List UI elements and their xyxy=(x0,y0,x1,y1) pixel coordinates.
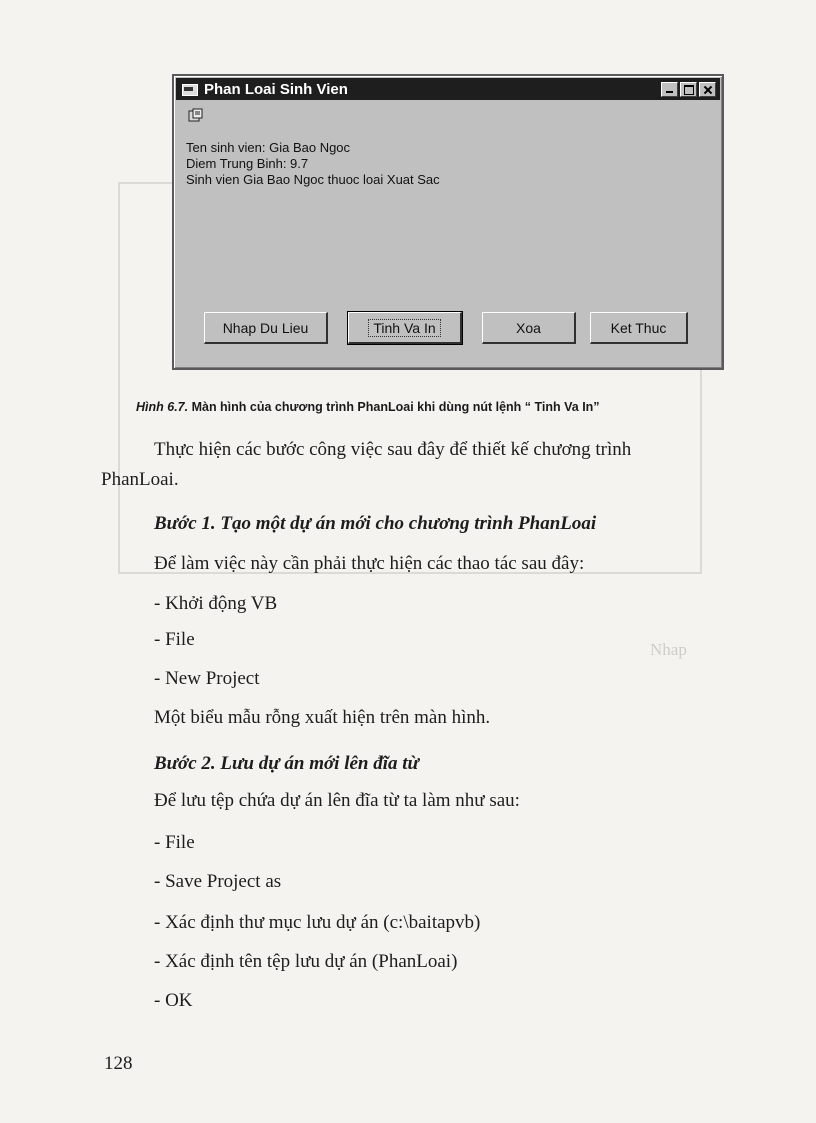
minimize-icon[interactable] xyxy=(661,82,678,97)
ket-thuc-label: Ket Thuc xyxy=(610,319,667,336)
step1-result: Một biểu mẫu rỗng xuất hiện trên màn hình. xyxy=(154,707,491,728)
step1-item: - Khởi động VB xyxy=(154,593,278,614)
step2-item: - OK xyxy=(154,990,193,1011)
step2-item: - Save Project as xyxy=(154,871,282,892)
step1-item: - File xyxy=(154,629,195,650)
step2-item: - File xyxy=(154,832,195,853)
average-score-label: Diem Trung Binh: 9.7 xyxy=(186,156,309,171)
maximize-icon[interactable] xyxy=(680,82,697,97)
ghost-text: Nhap xyxy=(650,640,687,659)
figure-caption xyxy=(136,400,600,414)
xoa-label: Xoa xyxy=(516,319,541,336)
intro-line-2: PhanLoai. xyxy=(101,469,179,490)
window-titlebar xyxy=(176,78,720,100)
nhap-du-lieu-button[interactable] xyxy=(204,312,328,344)
caption-label: Hình 6.7. xyxy=(136,400,189,414)
app-icon xyxy=(182,83,198,95)
nhap-du-lieu-label: Nhap Du Lieu xyxy=(222,319,309,336)
step1-intro: Để làm việc này cần phải thực hiện các thao tác sau đây: xyxy=(154,553,585,574)
xoa-button[interactable] xyxy=(482,312,576,344)
student-name-label: Ten sinh vien: Gia Bao Ngoc xyxy=(186,140,351,155)
close-icon[interactable] xyxy=(699,82,716,97)
step1-heading: Bước 1. Tạo một dự án mới cho chương trình PhanLoai xyxy=(154,513,597,534)
classification-label: Sinh vien Gia Bao Ngoc thuoc loai Xuat Sac xyxy=(186,172,440,187)
step2-item: - Xác định tên tệp lưu dự án (PhanLoai) xyxy=(154,951,458,972)
button-row xyxy=(204,312,704,346)
result-labels xyxy=(186,140,440,188)
tinh-va-in-button[interactable] xyxy=(348,312,462,344)
step2-intro: Để lưu tệp chứa dự án lên đĩa từ ta làm như sau: xyxy=(154,790,520,811)
form-icon xyxy=(188,108,204,124)
step2-item: - Xác định thư mục lưu dự án (c:\baitapvb) xyxy=(154,912,481,933)
step1-item: - New Project xyxy=(154,668,260,689)
page-number: 128 xyxy=(104,1053,133,1074)
intro-line-1: Thực hiện các bước công việc sau đây để thiết kế chương trình xyxy=(154,439,632,460)
step2-heading: Bước 2. Lưu dự án mới lên đĩa từ xyxy=(154,753,419,774)
vb-window xyxy=(172,74,724,370)
window-title: Phan Loai Sinh Vien xyxy=(204,80,348,98)
tinh-va-in-label: Tinh Va In xyxy=(368,319,440,337)
ket-thuc-button[interactable] xyxy=(590,312,688,344)
caption-text: Màn hình của chương trình PhanLoai khi dùng nút lệnh “ Tinh Va In” xyxy=(191,400,600,414)
